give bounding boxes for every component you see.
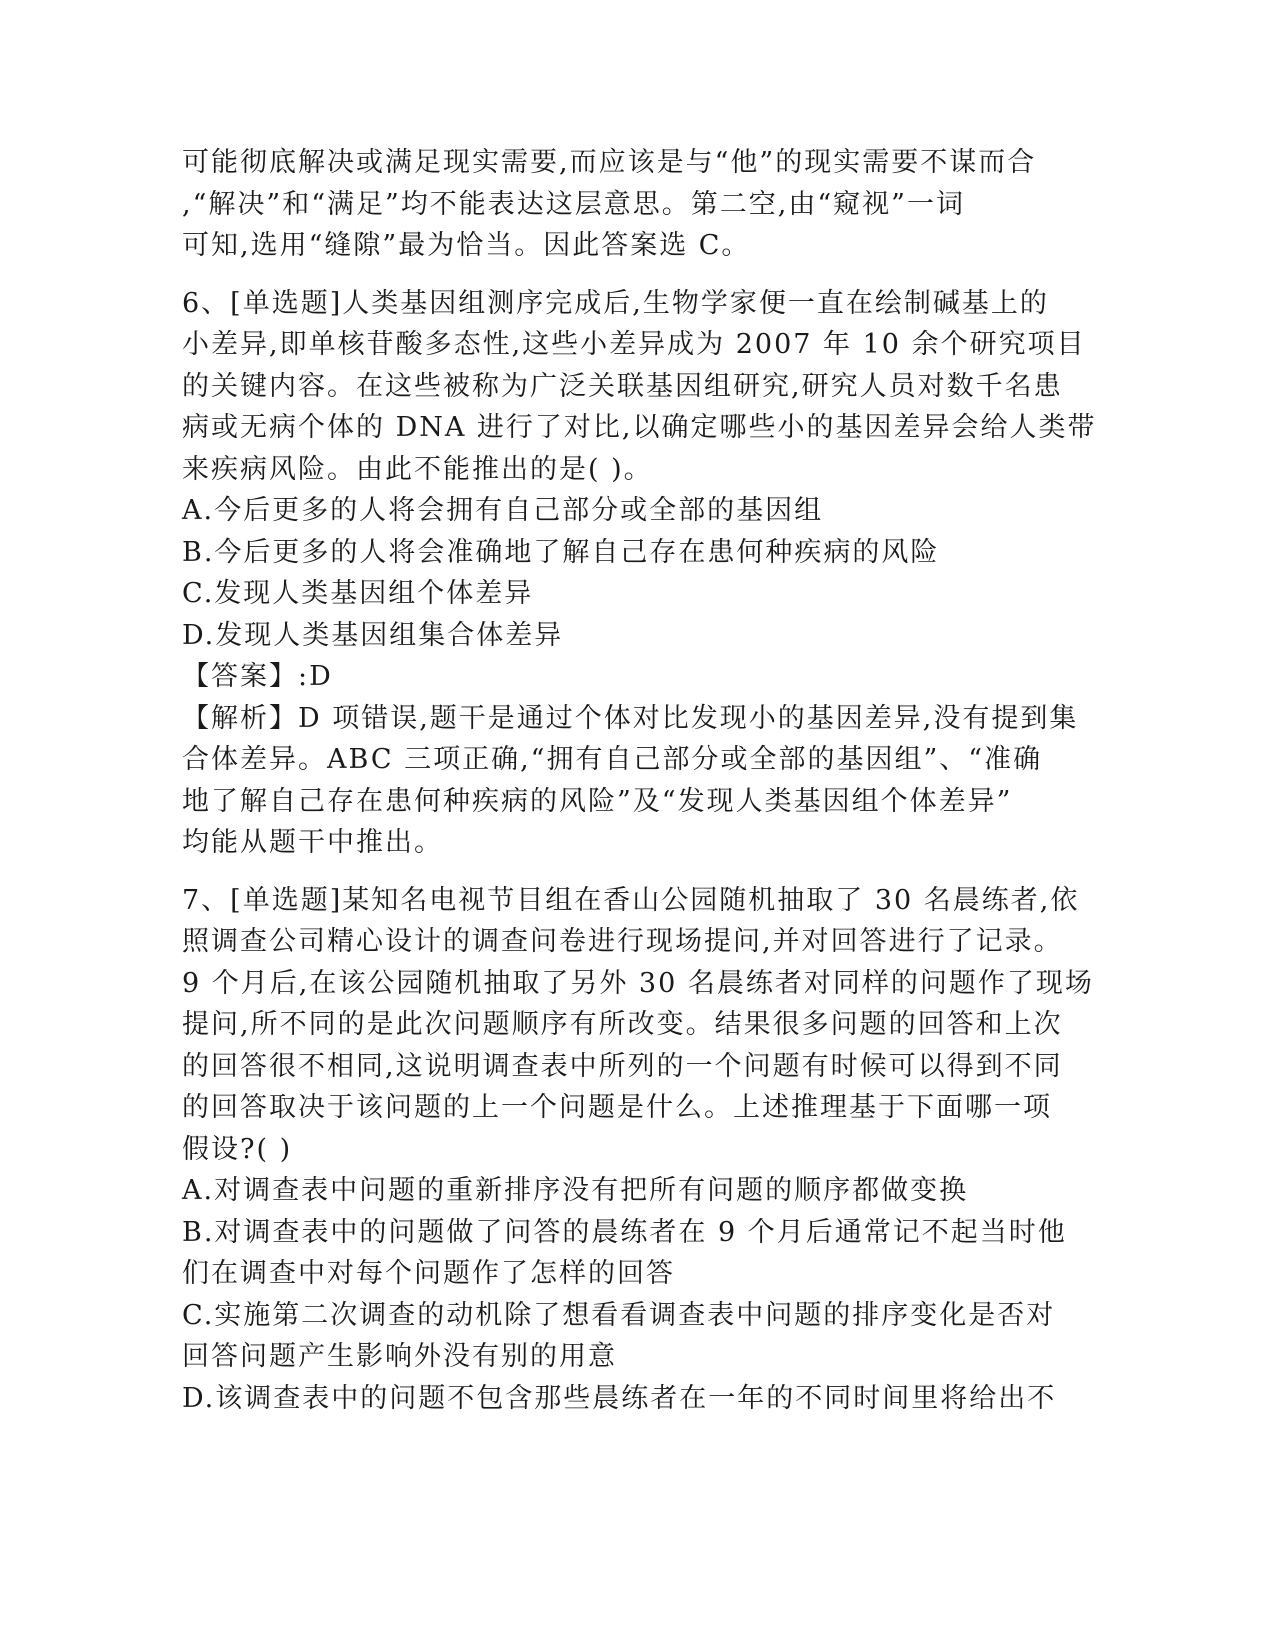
text-line: 小差异,即单核苷酸多态性,这些小差异成为 2007 年 10 余个研究项目	[182, 329, 1086, 360]
text-line: 来疾病风险。由此不能推出的是( )。	[182, 453, 653, 485]
option-c: C.发现人类基因组个体差异	[182, 578, 534, 609]
text-line: 的回答取决于该问题的上一个问题是什么。上述推理基于下面哪一项	[182, 1092, 1052, 1123]
option-d: D.该调查表中的问题不包含那些晨练者在一年的不同时间里将给出不	[182, 1382, 1057, 1414]
text-line: 可能彻底解决或满足现实需要,而应该是与“他”的现实需要不谋而合	[182, 147, 1037, 178]
question-7	[182, 880, 1094, 1420]
text-line: 假设?( )	[182, 1133, 293, 1165]
option-c-continued: 回答问题产生影响外没有别的用意	[182, 1341, 617, 1372]
question-stem	[182, 283, 1097, 491]
text-line: 合体差异。ABC 三项正确,“拥有自己部分或全部的基因组”、“准确	[182, 744, 1043, 775]
option-b: B.对调查表中的问题做了问答的晨练者在 9 个月后通常记不起当时他	[182, 1216, 1067, 1248]
text-line: 病或无病个体的 DNA 进行了对比,以确定哪些小的基因差异会给人类带	[182, 412, 1097, 443]
question-stem	[182, 880, 1094, 1171]
text-line: 【解析】D 项错误,题干是通过个体对比发现小的基因差异,没有提到集	[182, 702, 1079, 734]
text-line: 均能从题干中推出。	[182, 827, 443, 858]
text-line: 6、[单选题]人类基因组测序完成后,生物学家便一直在绘制碱基上的	[182, 287, 1049, 319]
q5-explanation-tail	[182, 142, 1082, 267]
text-line: 的回答很不相同,这说明调查表中所列的一个问题有时候可以得到不同	[182, 1050, 1063, 1082]
text-line: 的关键内容。在这些被称为广泛关联基因组研究,研究人员对数千名患	[182, 370, 1063, 402]
document-page	[182, 142, 1097, 1419]
question-options	[182, 490, 1082, 656]
text-line: 可知,选用“缝隙”最为恰当。因此答案选 C。	[182, 230, 751, 261]
question-6	[182, 283, 1097, 864]
option-d: D.发现人类基因组集合体差异	[182, 619, 564, 651]
option-c: C.实施第二次调查的动机除了想看看调查表中问题的排序变化是否对	[182, 1299, 1056, 1331]
option-a: A.今后更多的人将会拥有自己部分或全部的基因组	[182, 495, 824, 526]
text-line: ,“解决”和“满足”均不能表达这层意思。第二空,由“窥视”一词	[182, 188, 965, 220]
option-b: B.今后更多的人将会准确地了解自己存在患何种疾病的风险	[182, 536, 940, 568]
text-line: 提问,所不同的是此次问题顺序有所改变。结果很多问题的回答和上次	[182, 1009, 1063, 1040]
answer-line: 【答案】:D	[182, 661, 333, 692]
option-b-continued: 们在调查中对每个问题作了怎样的回答	[182, 1258, 675, 1289]
option-a: A.对调查表中问题的重新排序没有把所有问题的顺序都做变换	[182, 1175, 969, 1206]
text-line: 9 个月后,在该公园随机抽取了另外 30 名晨练者对同样的问题作了现场	[182, 967, 1094, 999]
text-line: 7、[单选题]某知名电视节目组在香山公园随机抽取了 30 名晨练者,依	[182, 884, 1080, 916]
analysis	[182, 698, 1082, 864]
text-line: 地了解自己存在患何种疾病的风险”及“发现人类基因组个体差异”	[182, 785, 1013, 817]
text-line: 照调查公司精心设计的调查问卷进行现场提问,并对回答进行了记录。	[182, 926, 1063, 957]
question-options	[182, 1170, 1082, 1419]
